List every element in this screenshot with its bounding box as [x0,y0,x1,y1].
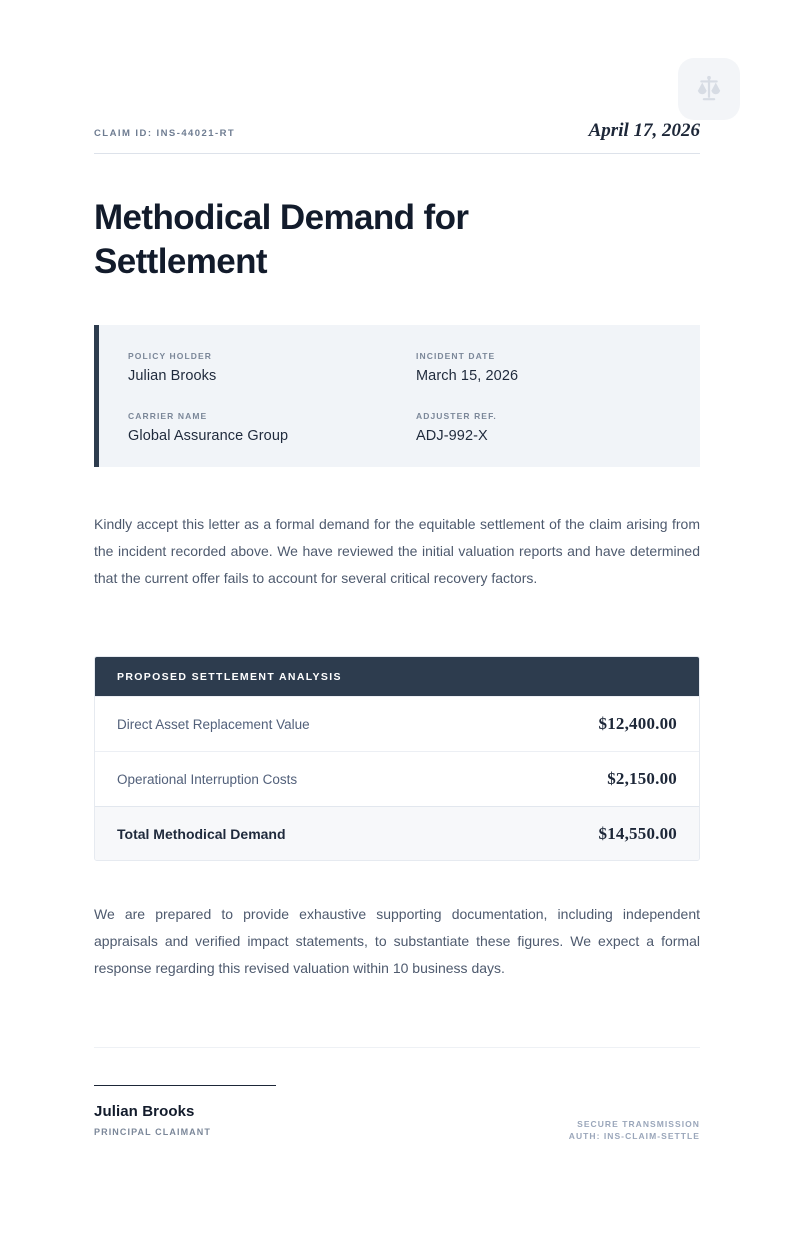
row-amount: $12,400.00 [598,714,677,733]
info-value: ADJ-992-X [416,428,488,444]
claim-info-panel [94,325,700,467]
signer-name: Julian Brooks [94,1103,195,1120]
intro-paragraph: Kindly accept this letter as a formal demand for the equitable settlement of the claim arising from the incident recorded above. We have reviewed the initial valuation reports and have determined that the current offer fails to account for several critical recovery factors. [94,516,700,586]
info-label: POLICY HOLDER [128,351,213,361]
total-amount: $14,550.00 [598,823,677,843]
info-label: INCIDENT DATE [416,351,496,361]
row-amount: $2,150.00 [607,769,677,788]
row-label: Direct Asset Replacement Value [117,716,310,732]
settlement-analysis-table [94,656,700,861]
row-label: Operational Interruption Costs [117,771,298,787]
info-value: March 15, 2026 [416,368,519,384]
signer-role: PRINCIPAL CLAIMANT [94,1127,211,1137]
info-field-carrier-name [128,411,416,444]
total-label: Total Methodical Demand [117,825,286,842]
scales-of-justice-icon [694,74,724,104]
table-row [95,751,699,806]
info-label: ADJUSTER REF. [416,411,497,421]
table-header: PROPOSED SETTLEMENT ANALYSIS [95,657,699,696]
claim-id-label: CLAIM ID: INS-44021-RT [94,128,236,139]
document-date: April 17, 2026 [588,120,700,141]
header-divider [94,153,700,154]
outro-paragraph: We are prepared to provide exhaustive supporting documentation, including independent appraisals and verified impact statements, to substantiate these figures. We expect a formal response regarding this revised valuation within 10 business days. [94,906,700,976]
info-value: Julian Brooks [128,368,217,384]
info-field-policy-holder [128,351,416,384]
footer-divider [94,1047,700,1048]
signature-line [94,1085,276,1086]
info-field-incident-date [416,351,700,384]
transmission-line-1: SECURE TRANSMISSION [577,1119,700,1129]
info-field-adjuster-ref [416,411,700,444]
transmission-note [569,1119,700,1142]
seal-badge [678,58,740,120]
info-label: CARRIER NAME [128,411,208,421]
info-value: Global Assurance Group [128,428,289,444]
table-row-total [95,806,699,860]
claim-info-grid [128,351,700,444]
table-row [95,696,699,751]
header-meta [94,120,700,142]
page-title: Methodical Demand for Settlement [94,198,469,281]
transmission-line-2: AUTH: INS-CLAIM-SETTLE [568,1130,700,1141]
